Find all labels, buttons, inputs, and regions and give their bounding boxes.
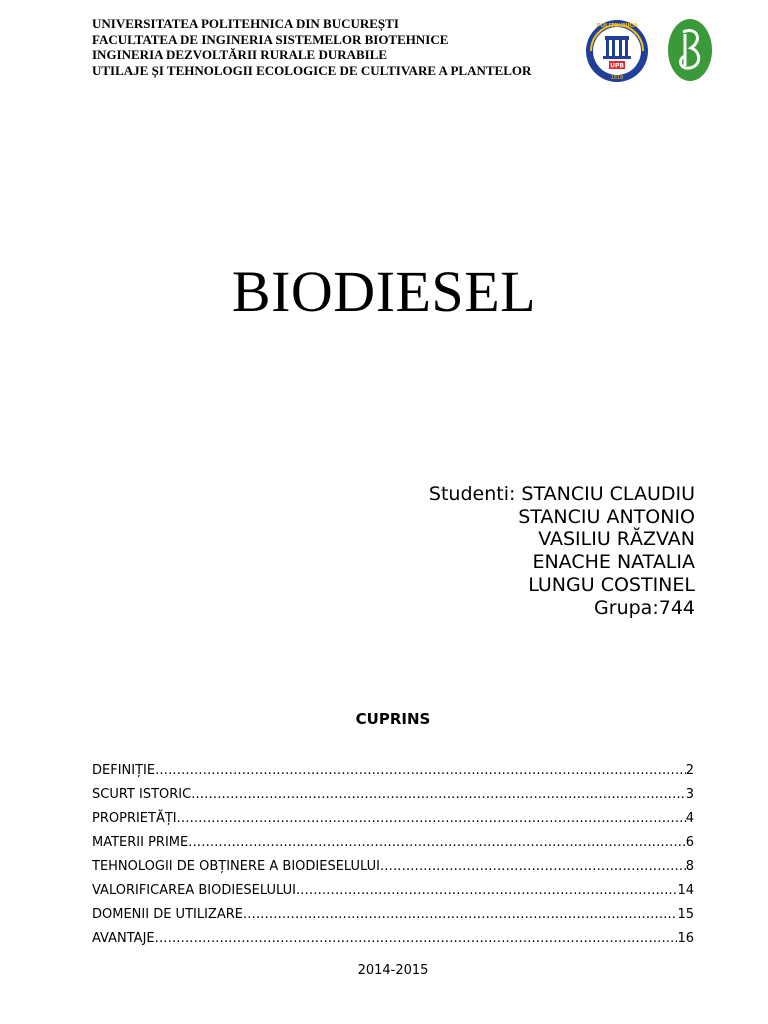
program-name: INGINERIA DEZVOLTĂRII RURALE DURABILE [92, 47, 388, 62]
faculty-logo [667, 18, 713, 82]
toc-entry-page: 15 [677, 907, 694, 922]
toc-entry-page: 3 [685, 787, 694, 802]
students-line: Studenti: STANCIU CLAUDIU [428, 483, 695, 505]
toc-entry-label: VALORIFICAREA BIODIESELULUI [92, 883, 296, 898]
toc-leader-dots [191, 785, 686, 805]
toc-leader-dots [155, 929, 678, 949]
institution-header [92, 16, 572, 78]
students-block [429, 483, 695, 619]
toc-entry[interactable] [92, 857, 694, 881]
university-name: UNIVERSITATEA POLITEHNICA DIN BUCUREȘTI [92, 16, 399, 31]
toc-leader-dots [243, 905, 677, 925]
toc-entry[interactable] [92, 761, 694, 785]
toc-entry-label: SCURT ISTORIC [92, 787, 192, 802]
toc-entry-label: AVANTAJE [92, 931, 155, 946]
toc-entry[interactable] [92, 833, 694, 857]
students-line: VASILIU RĂZVAN [538, 528, 695, 551]
toc-leader-dots [380, 857, 686, 877]
toc-entry[interactable] [92, 905, 694, 929]
toc-leader-dots [188, 833, 685, 853]
toc-entry-page: 2 [685, 763, 694, 778]
document-title: BIODIESEL [231, 259, 537, 324]
toc-leader-dots [177, 809, 686, 829]
toc-leader-dots [296, 881, 678, 901]
toc-entry[interactable] [92, 929, 694, 953]
toc-entry[interactable] [92, 785, 694, 809]
toc-entry-label: MATERII PRIME [92, 835, 189, 850]
toc-leader-dots [155, 761, 686, 781]
upb-logo [583, 18, 651, 84]
toc-entry-label: TEHNOLOGII DE OBȚINERE A BIODIESELULUI [92, 859, 380, 874]
group-line: Grupa:744 [594, 596, 695, 619]
toc-entry[interactable] [92, 809, 694, 833]
toc-entry-label: DEFINIȚIE [92, 763, 156, 778]
toc-entry-label: DOMENII DE UTILIZARE [92, 907, 243, 922]
academic-year: 2014-2015 [357, 963, 429, 978]
faculty-name: FACULTATEA DE INGINERIA SISTEMELOR BIOTEHNICE [92, 31, 449, 47]
students-line: STANCIU ANTONIO [518, 505, 695, 528]
toc-entry-page: 6 [685, 835, 694, 850]
toc-entry-page: 16 [677, 931, 694, 946]
svg-text:UPB: UPB [610, 62, 624, 70]
toc-entry[interactable] [92, 881, 694, 905]
toc-entry-page: 4 [685, 811, 694, 826]
students-line: LUNGU COSTINEL [528, 573, 695, 596]
students-line: ENACHE NATALIA [532, 551, 695, 574]
table-of-contents [92, 761, 694, 953]
toc-entry-page: 14 [677, 883, 694, 898]
toc-entry-page: 8 [685, 859, 694, 874]
svg-text:1818: 1818 [610, 75, 624, 81]
svg-text:POLITEHNICA: POLITEHNICA [596, 23, 638, 29]
toc-entry-label: PROPRIETĂȚI [92, 811, 177, 826]
specialization-name: UTILAJE ȘI TEHNOLOGII ECOLOGICE DE CULTIVARE A PLANTELOR [92, 62, 532, 78]
toc-heading: CUPRINS [355, 710, 431, 728]
